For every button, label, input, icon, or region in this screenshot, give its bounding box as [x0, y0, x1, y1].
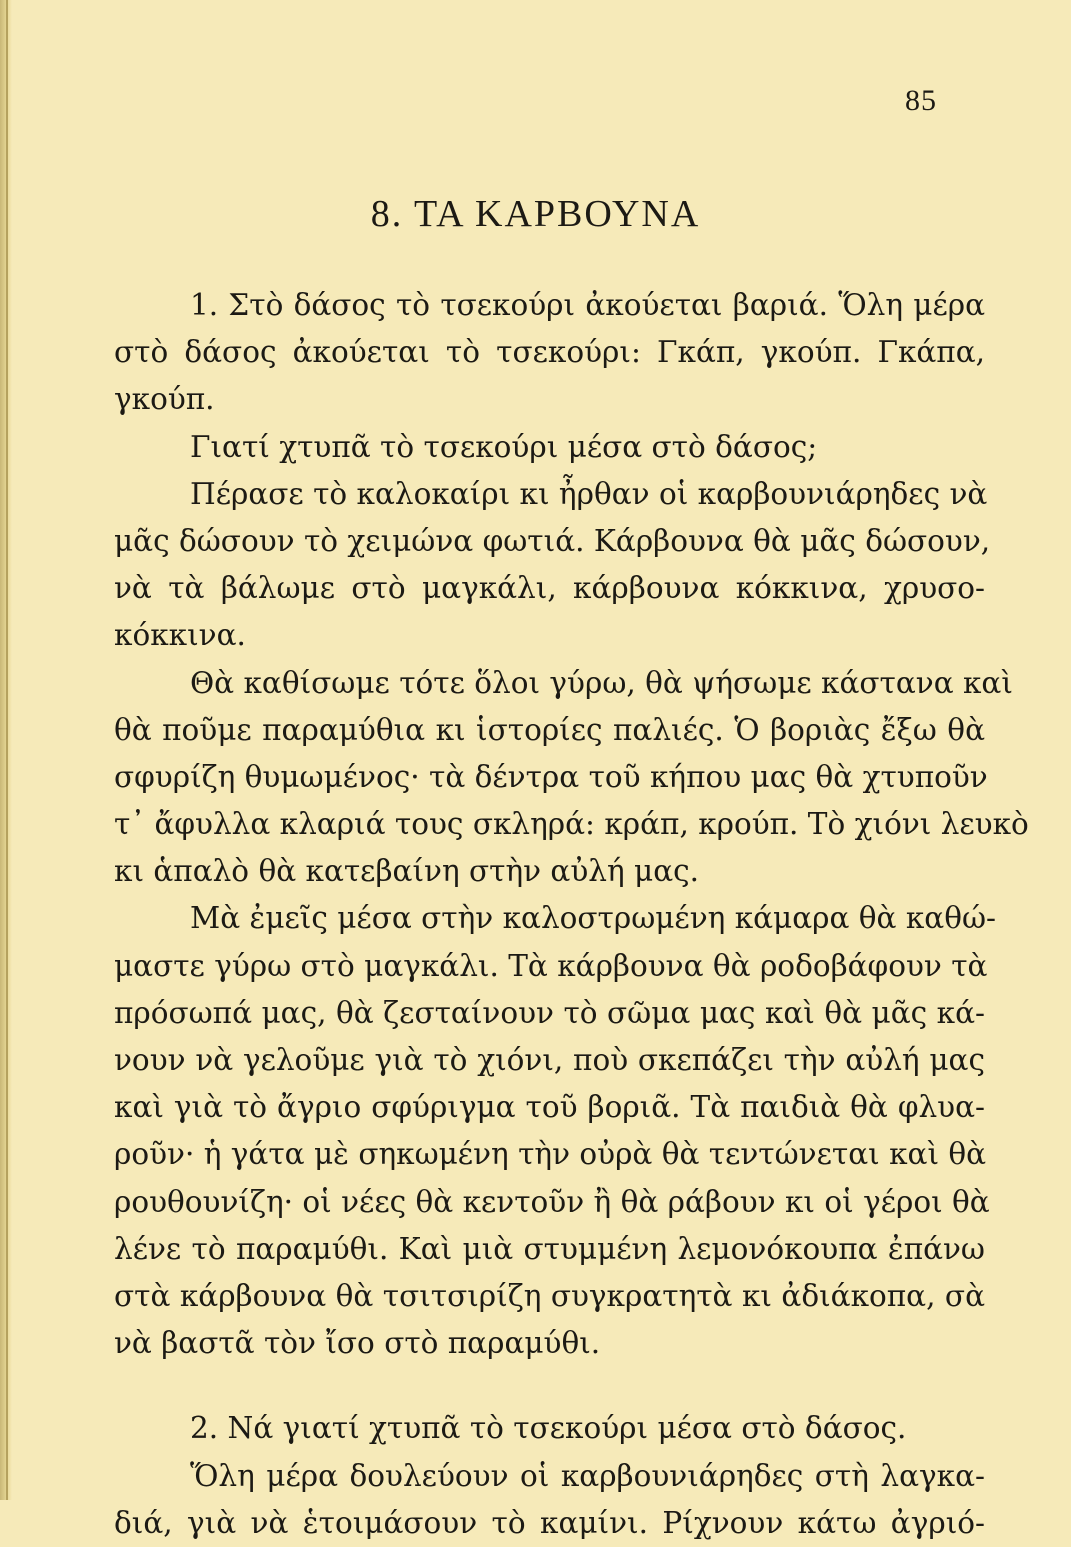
- section-gap: [114, 1367, 985, 1405]
- text-line: νὰ βαστᾶ τὸν ἴσο στὸ παραμύθι.: [114, 1326, 601, 1361]
- text-line: κόκκινα.: [114, 618, 246, 653]
- text-line: διά, γιὰ νὰ ἑτοιμάσουν τὸ καμίνι. Ρίχνουν κάτω ἀγριό-: [114, 1505, 985, 1540]
- section-1: [114, 282, 1029, 1367]
- text-line: ρουθουνίζη· οἱ νέες θὰ κεντοῦν ἢ θὰ ράβουν κι οἱ γέροι θὰ: [114, 1184, 990, 1219]
- text-line: λένε τὸ παραμύθι. Καὶ μιὰ στυμμένη λεμονόκουπα ἐπάνω: [114, 1231, 985, 1266]
- page-number: 85: [905, 84, 937, 117]
- text-line: σφυρίζη θυμωμένος· τὰ δέντρα τοῦ κήπου μας θὰ χτυποῦν: [114, 759, 988, 794]
- section-2: [114, 1405, 985, 1547]
- text-line: γκούπ.: [114, 382, 215, 417]
- text-line: Ὅλη μέρα δουλεύουν οἱ καρβουνιάρηδες στὴ λαγκα-: [190, 1458, 985, 1493]
- text-line: Θὰ καθίσωμε τότε ὅλοι γύρω, θὰ ψήσωμε κάστανα καὶ: [190, 665, 1013, 700]
- text-line: θὰ ποῦμε παραμύθια κι ἱστορίες παλιές. Ὁ βοριὰς ἔξω θὰ: [114, 712, 985, 747]
- text-line: τ᾽ ἄφυλλα κλαριά τους σκληρά: κράπ, κρούπ. Τὸ χιόνι λευκὸ: [114, 807, 1029, 842]
- text-line: 2. Νά γιατί χτυπᾶ τὸ τσεκούρι μέσα στὸ δάσος.: [190, 1411, 907, 1446]
- text-line: ροῦν· ἡ γάτα μὲ σηκωμένη τὴν οὐρὰ θὰ τεντώνεται καὶ θὰ: [114, 1137, 987, 1172]
- text-line: Μὰ ἐμεῖς μέσα στὴν καλοστρωμένη κάμαρα θὰ καθώ-: [190, 901, 996, 936]
- text-line: μαστε γύρω στὸ μαγκάλι. Τὰ κάρβουνα θὰ ροδοβάφουν τὰ: [114, 948, 988, 983]
- chapter-title: 8. ΤΑ ΚΑΡΒΟΥΝΑ: [370, 193, 701, 235]
- text-line: πρόσωπά μας, θὰ ζεσταίνουν τὸ σῶμα μας καὶ θὰ μᾶς κά-: [114, 995, 985, 1030]
- text-line: νὰ τὰ βάλωμε στὸ μαγκάλι, κάρβουνα κόκκινα, χρυσο-: [114, 571, 985, 606]
- page-body: [114, 282, 1029, 1547]
- text-line: καὶ γιὰ τὸ ἄγριο σφύριγμα τοῦ βοριᾶ. Τὰ παιδιὰ θὰ φλυα-: [114, 1090, 985, 1125]
- text-line: Γιατί χτυπᾶ τὸ τσεκούρι μέσα στὸ δάσος;: [190, 429, 818, 464]
- text-line: μᾶς δώσουν τὸ χειμώνα φωτιά. Κάρβουνα θὰ μᾶς δώσουν,: [114, 523, 991, 558]
- text-line: κι ἁπαλὸ θὰ κατεβαίνη στὴν αὐλή μας.: [114, 854, 700, 889]
- text-line: στὸ δάσος ἀκούεται τὸ τσεκούρι: Γκάπ, γκούπ. Γκάπα,: [114, 335, 985, 370]
- text-line: Πέρασε τὸ καλοκαίρι κι ἦρθαν οἱ καρβουνιάρηδες νὰ: [190, 476, 988, 511]
- text-line: 1. Στὸ δάσος τὸ τσεκούρι ἀκούεται βαριά. Ὅλη μέρα: [190, 288, 985, 322]
- text-line: στὰ κάρβουνα θὰ τσιτσιρίζη συγκρατητὰ κι ἀδιάκοπα, σὰ: [114, 1278, 985, 1313]
- text-line: νουν νὰ γελοῦμε γιὰ τὸ χιόνι, ποὺ σκεπάζει τὴν αὐλή μας: [114, 1043, 985, 1077]
